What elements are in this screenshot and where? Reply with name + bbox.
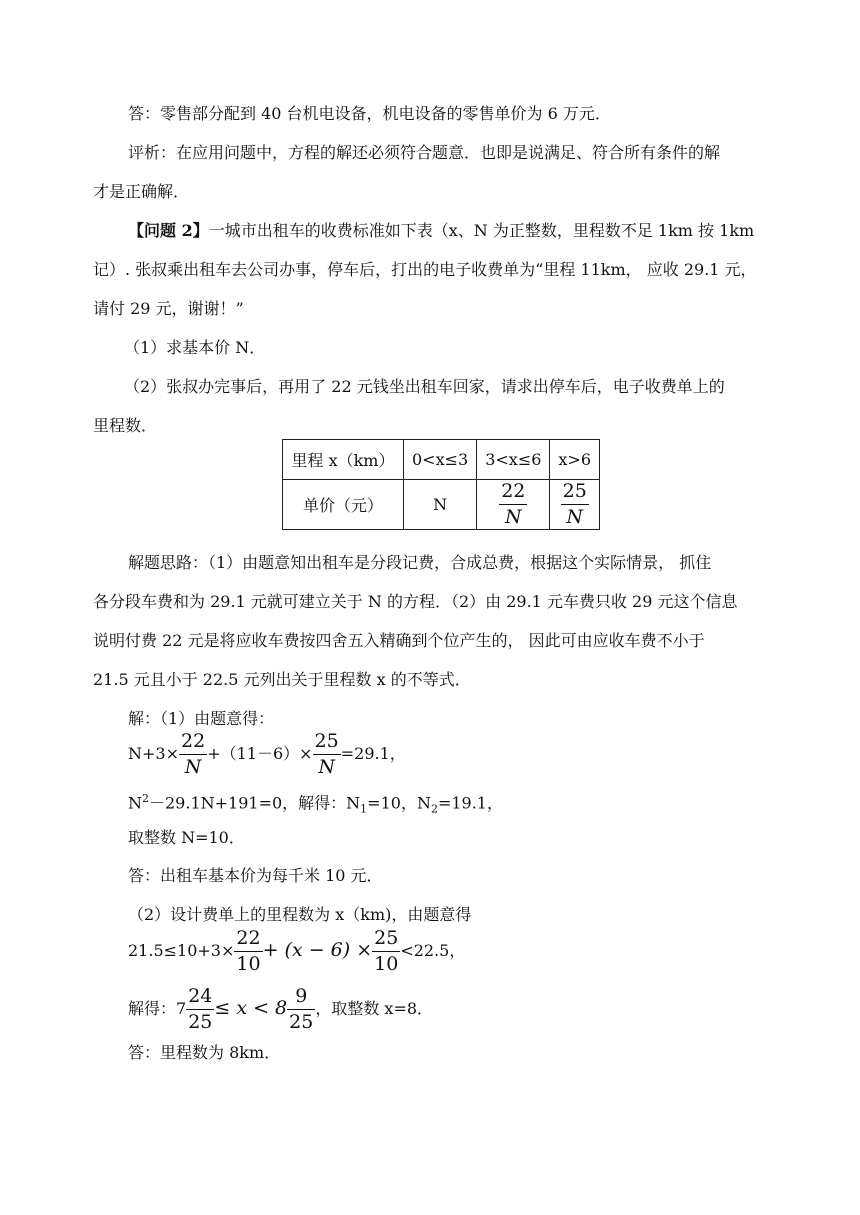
answer-1: 答：出租车基本价为每千米 10 元． (128, 866, 383, 885)
price-label: 单价（元） (283, 480, 404, 530)
idea-line-4: 21.5 元且小于 22.5 元列出关于里程数 x 的不等式． (93, 670, 471, 689)
price-range-3 (550, 480, 600, 530)
equation-1: N+3× $\frac{22}{N}$ +（11－6）× $\frac{25}{N}$ =29.1， (128, 730, 406, 778)
integer-n: 取整数 N=10． (128, 828, 245, 847)
question-2-line-2: 里程数． (93, 416, 158, 435)
answer-paragraph: 答：零售部分配到 40 台机电设备，机电设备的零售单价为 6 万元． (128, 104, 611, 123)
comment-line-1: 评析：在应用问题中，方程的解还必须符合题意．也即是说满足、符合所有条件的解 (128, 143, 721, 162)
equation-1-fraction-b: $\frac{25}{N}$ (314, 730, 339, 778)
result-fraction-a: $\frac{24}{25}$ (188, 985, 213, 1033)
fraction-22-over-n: $\frac{22}{N}$ (501, 480, 526, 528)
inequality: 21.5≤10+3× $\frac{22}{10}$ + (x − 6) × $\frac{25}{10}$ <22.5， (128, 927, 466, 975)
idea-line-2: 各分段车费和为 29.1 元就可建立关于 N 的方程．（2）由 29.1 元车费只收 29 元这个信息 (93, 592, 738, 611)
question-1: （1）求基本价 N． (124, 338, 266, 357)
equation-2: $N^2-29.1N+191=0$，解得：$N_1=10$，$N_2=19.1$， (128, 792, 503, 816)
question-2-line-1: （2）张叔办完事后，再用了 22 元钱坐出租车回家，请求出停车后，电子收费单上的 (124, 377, 725, 396)
answer-2: 答：里程数为 8km． (128, 1043, 281, 1062)
price-range-2 (477, 480, 550, 530)
header-range-3: x>6 (550, 440, 600, 480)
price-base: N (404, 480, 477, 530)
problem-2-line-3: 请付 29 元，谢谢！” (93, 299, 244, 318)
problem-2-text: 一城市出租车的收费标准如下表（x、N 为正整数，里程数不足 1km 按 1km (208, 221, 755, 240)
header-distance: 里程 x（km） (283, 440, 404, 480)
solution-1-heading: 解：（1）由题意得： (128, 709, 275, 728)
fee-table-price-row (283, 480, 600, 530)
inequality-result: 解得：7 $\frac{24}{25}$ ≤ x < 8 $\frac{9}{25}$ ，取整数 x=8． (128, 985, 434, 1033)
problem-2-line-2: 记）. 张叔乘出租车去公司办事，停车后，打出的电子收费单为“里程 11km， 应收 29.1 元， (93, 260, 757, 279)
equation-1-fraction-a: $\frac{22}{N}$ (181, 730, 206, 778)
fee-table (282, 439, 600, 530)
problem-2-tag: 【问题 2】 (128, 221, 209, 240)
problem-2-line-1 (128, 221, 754, 241)
idea-line-3: 说明付费 22 元是将应收车费按四舍五入精确到个位产生的， 因此可由应收车费不小于 (93, 631, 705, 650)
fee-table-header-row (283, 440, 600, 480)
solution-2-heading: （2）设计费单上的里程数为 x（km)，由题意得 (128, 905, 472, 924)
comment-line-2: 才是正确解． (93, 182, 190, 201)
header-range-2: 3<x≤6 (477, 440, 550, 480)
inequality-fraction-b: $\frac{25}{10}$ (374, 927, 399, 975)
result-fraction-b: $\frac{9}{25}$ (289, 985, 314, 1033)
inequality-fraction-a: $\frac{22}{10}$ (236, 927, 261, 975)
fraction-25-over-n: $\frac{25}{N}$ (562, 480, 587, 528)
idea-line-1: 解题思路：（1）由题意知出租车是分段记费，合成总费，根据这个实际情景， 抓住 (128, 553, 712, 572)
header-range-1: 0<x≤3 (404, 440, 477, 480)
